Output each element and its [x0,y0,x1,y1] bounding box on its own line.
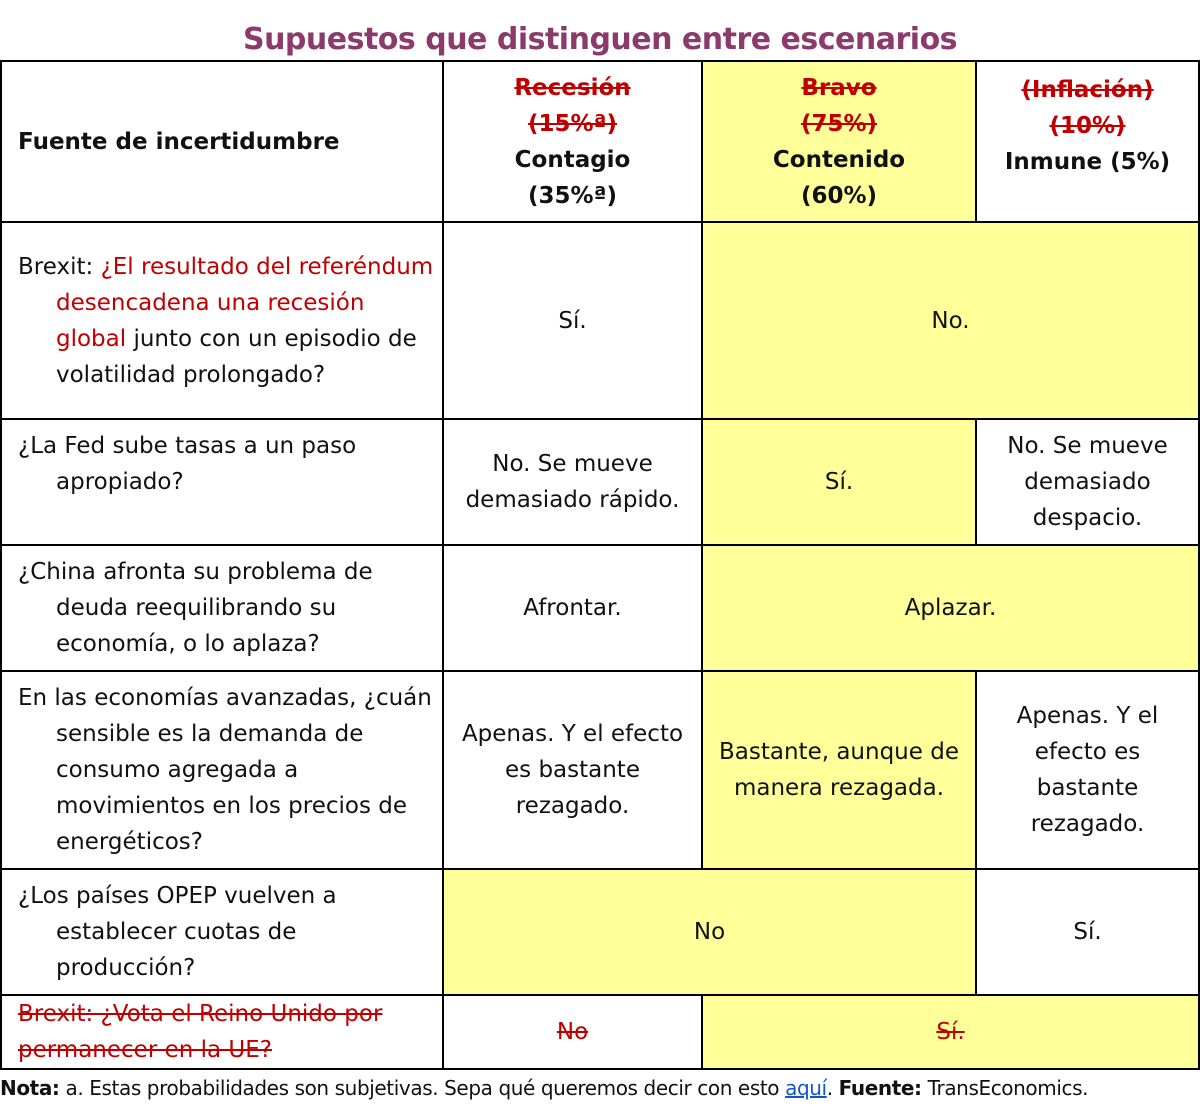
cell-consumo-contagio: Apenas. Y el efecto es bastante rezagado. [443,671,702,869]
row-question-fed [1,419,443,545]
header-contagio-name: Contagio [514,146,631,173]
footnote-text-2: . [826,1076,839,1100]
cell-ue-contagio-text: No [556,1019,589,1045]
header-contenido-name: Contenido [772,146,906,173]
row-question-consumo [1,671,443,869]
page-title: Supuestos que distinguen entre escenarios [242,22,958,57]
header-contagio-pct: (35%ª) [527,182,618,209]
cell-consumo-inmune: Apenas. Y el efecto es bastante rezagado. [976,671,1199,869]
header-row [1,61,1199,222]
footnote-nota-label: Nota: [0,1076,60,1100]
table-row [1,869,1199,995]
footnote-link[interactable]: aquí [785,1076,827,1100]
footnote-fuente: TransEconomics. [921,1076,1089,1100]
row-question-china-text: ¿China afronta su problema de deuda reequilibrando su economía, o lo aplaza? [18,559,373,657]
scenario-table [0,60,1200,1070]
footnote-fuente-label: Fuente: [838,1076,922,1100]
cell-opep-inmune: Sí. [976,869,1199,995]
table-row [1,419,1199,545]
header-source-label: Fuente de incertidumbre [18,128,340,155]
cell-china-rest: Aplazar. [702,545,1199,671]
header-contenido-old-name: Bravo [801,74,877,101]
header-contagio-old-pct: (15%ª) [527,110,618,137]
brexit-suffix: junto con un episodio de volatilidad prolongado? [56,325,417,388]
table-row [1,222,1199,419]
row-question-china [1,545,443,671]
cell-brexit-rest: No. [702,222,1199,419]
cell-opep-first-two: No [443,869,976,995]
header-contenido [702,61,976,222]
header-inmune-old-pct: (10%) [1049,113,1126,139]
table-row [1,995,1199,1069]
row-question-ue-text: Brexit: ¿Vota el Reino Unido por permanecer en la UE? [18,1001,383,1063]
row-question-opep-text: ¿Los países OPEP vuelven a establecer cuotas de producción? [18,883,337,981]
footnote-text: a. Estas probabilidades son subjetivas. Sepa qué queremos decir con esto [59,1076,786,1100]
row-question-fed-text: ¿La Fed sube tasas a un paso apropiado? [18,433,357,495]
header-contenido-pct: (60%) [800,182,878,209]
cell-ue-rest-text: Sí. [936,1019,965,1045]
header-inmune [976,61,1199,222]
brexit-prefix: Brexit: [18,253,101,280]
header-inmune-name: Inmune (5%) [1004,149,1171,175]
header-inmune-old-name: (Inflación) [1021,77,1154,103]
table-row [1,545,1199,671]
row-question-opep [1,869,443,995]
cell-ue-rest [702,995,1199,1069]
cell-consumo-contenido: Bastante, aunque de manera rezagada. [702,671,976,869]
row-question-brexit [1,222,443,419]
row-question-brexit-text [18,249,436,393]
table-row [1,671,1199,869]
cell-ue-contagio [443,995,702,1069]
cell-brexit-contagio: Sí. [443,222,702,419]
header-contagio [443,61,702,222]
footnote [0,1070,1200,1106]
brexit-highlight-text: ¿El resultado del referéndum desencadena una recesión global [56,253,434,352]
header-source [1,61,443,222]
cell-fed-contagio: No. Se mueve demasiado rápido. [443,419,702,545]
row-question-ue [1,995,443,1069]
cell-china-contagio: Afrontar. [443,545,702,671]
header-contagio-old-name: Recesión [514,74,631,101]
header-contenido-old-pct: (75%) [800,110,878,137]
cell-fed-inmune: No. Se mueve demasiado despacio. [976,419,1199,545]
cell-fed-contenido: Sí. [702,419,976,545]
row-question-consumo-text: En las economías avanzadas, ¿cuán sensible es la demanda de consumo agregada a movimientos en los precios de energéticos? [18,685,432,855]
